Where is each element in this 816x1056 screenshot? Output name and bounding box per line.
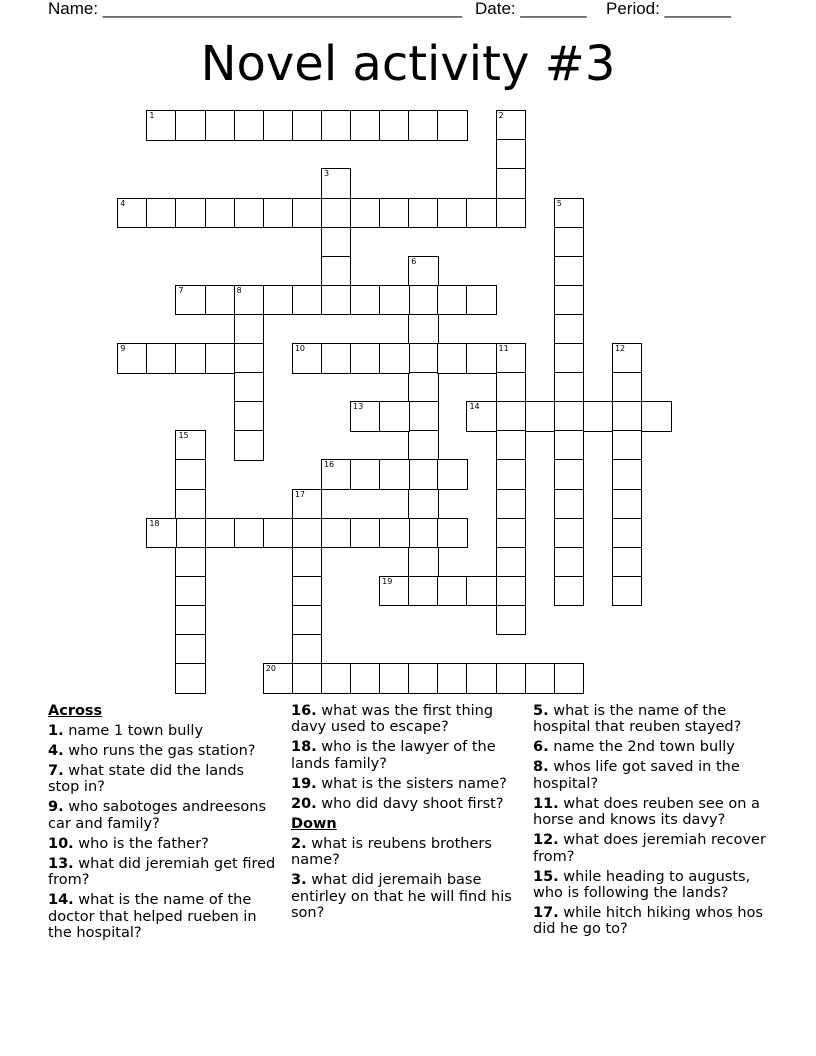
grid-cell[interactable] [321,168,352,199]
grid-cell[interactable] [466,343,497,374]
grid-cell[interactable] [146,343,177,374]
grid-cell[interactable] [583,401,614,432]
grid-cell[interactable] [554,198,585,229]
period-field[interactable]: Period: _______ [606,0,731,18]
clue-text: while hitch hiking whos hos did he go to? [533,905,763,938]
grid-cell[interactable] [205,198,236,229]
grid-cell[interactable] [175,518,206,549]
clue-text: what did jeremiah get fired from? [48,855,276,889]
clue-number: 2. [291,835,307,852]
grid-cell[interactable] [350,401,381,432]
grid-cell[interactable] [146,518,177,549]
clue-item [533,869,773,902]
clue-number-label: 18 [149,518,160,528]
grid-cell[interactable] [321,663,352,694]
clue-number: 10. [48,835,74,852]
clue-text: what does reuben see on a horse and knows its davy? [533,795,760,829]
across-heading: Across [48,703,103,719]
grid-cell[interactable] [350,663,381,694]
clue-text: who is the lawyer of the lands family? [291,739,496,772]
grid-cell[interactable] [146,110,177,141]
clue-text: what did jeremaih base entirley on that he will find his son? [291,872,512,922]
grid-cell[interactable] [205,285,236,316]
grid-cell[interactable] [408,256,439,287]
grid-cell[interactable] [205,343,236,374]
grid-cell[interactable] [234,372,265,403]
clue-number: 7. [48,763,64,779]
clue-item [48,763,278,796]
clue-item [533,739,773,755]
grid-cell[interactable] [496,547,527,578]
grid-cell[interactable] [554,576,585,607]
grid-cell[interactable] [408,518,439,549]
grid-cell[interactable] [437,343,468,374]
grid-cell[interactable] [408,576,439,607]
grid-cell[interactable] [408,489,439,520]
grid-cell[interactable] [496,489,527,520]
grid-cell[interactable] [525,663,556,694]
clue-text: who runs the gas station? [68,743,256,759]
grid-cell[interactable] [554,343,585,374]
grid-cell[interactable] [525,401,556,432]
grid-cell[interactable] [379,518,410,549]
grid-cell[interactable] [175,459,206,490]
grid-cell[interactable] [437,285,468,316]
clue-column-3 [533,703,773,941]
grid-cell[interactable] [321,110,352,141]
grid-cell[interactable] [234,198,265,229]
clue-number: 20. [291,795,317,812]
grid-cell[interactable] [175,430,206,461]
clue-text: who sabotoges andreesons car and family? [48,799,267,832]
clue-number-label: 16 [323,460,335,470]
grid-cell[interactable] [379,663,410,694]
clue-number-label: 8 [236,285,242,295]
grid-cell[interactable] [350,198,381,229]
grid-cell[interactable] [146,198,177,229]
clue-number: 3. [291,872,307,889]
grid-cell[interactable] [175,576,206,607]
grid-cell[interactable] [205,518,236,549]
grid-cell[interactable] [437,110,468,141]
clue-number: 16. [291,703,317,719]
clue-number: 13. [48,855,74,872]
grid-cell[interactable] [321,343,352,374]
grid-cell[interactable] [496,459,527,490]
grid-cell[interactable] [350,518,381,549]
clue-text: while heading to augusts, who is following the lands? [533,868,751,902]
clue-item [533,905,773,938]
grid-cell[interactable] [408,459,439,490]
grid-cell[interactable] [437,663,468,694]
grid-cell[interactable] [466,198,497,229]
clue-number-label: 2 [498,111,504,121]
grid-cell[interactable] [554,256,585,287]
grid-cell[interactable] [292,576,323,607]
clue-text: what was the first thing davy used to escape? [291,703,494,736]
grid-cell[interactable] [379,401,410,432]
grid-cell[interactable] [263,110,294,141]
grid-cell[interactable] [408,547,439,578]
clue-text: what is the name of the doctor that helped rueben in the hospital? [48,892,257,942]
clue-column-1 [48,703,278,945]
grid-cell[interactable] [554,372,585,403]
grid-cell[interactable] [408,401,439,432]
grid-cell[interactable] [175,663,206,694]
grid-cell[interactable] [263,518,294,549]
grid-cell[interactable] [466,285,497,316]
grid-cell[interactable] [117,198,148,229]
grid-cell[interactable] [175,198,206,229]
grid-cell[interactable] [408,343,439,374]
grid-cell[interactable] [466,663,497,694]
grid-cell[interactable] [496,110,527,141]
grid-cell[interactable] [175,489,206,520]
clue-number-label: 4 [120,198,126,208]
grid-cell[interactable] [175,285,206,316]
grid-cell[interactable] [175,110,206,141]
grid-cell[interactable] [234,430,265,461]
clue-text: who did davy shoot first? [321,795,504,812]
grid-cell[interactable] [263,198,294,229]
clue-number: 8. [533,759,549,776]
clue-number: 9. [48,799,64,816]
clue-number-label: 6 [411,256,417,266]
clue-number-label: 14 [469,402,480,412]
grid-cell[interactable] [292,605,323,636]
grid-cell[interactable] [466,401,497,432]
clue-text: name 1 town bully [68,723,204,739]
clue-text: whos life got saved in the hospital? [533,759,740,792]
clue-number-label: 17 [294,489,306,499]
clue-item [533,796,773,829]
grid-cell[interactable] [234,314,265,345]
grid-cell[interactable] [554,314,585,345]
grid-cell[interactable] [496,343,527,374]
grid-cell[interactable] [466,576,497,607]
grid-cell[interactable] [292,110,323,141]
grid-cell[interactable] [612,489,643,520]
grid-cell[interactable] [292,518,323,549]
grid-cell[interactable] [292,343,323,374]
grid-cell[interactable] [175,605,206,636]
clue-number: 15. [533,868,559,885]
grid-cell[interactable] [234,518,265,549]
grid-cell[interactable] [496,663,527,694]
grid-cell[interactable] [612,576,643,607]
grid-cell[interactable] [496,168,527,199]
grid-cell[interactable] [612,430,643,461]
grid-cell[interactable] [554,227,585,258]
grid-cell[interactable] [612,459,643,490]
grid-cell[interactable] [234,343,265,374]
grid-cell[interactable] [175,634,206,665]
clue-number: 6. [533,739,549,756]
grid-cell[interactable] [292,634,323,665]
grid-cell[interactable] [496,139,527,170]
clue-number: 1. [48,723,64,739]
grid-cell[interactable] [292,663,323,694]
grid-cell[interactable] [496,605,527,636]
grid-cell[interactable] [496,372,527,403]
clue-text: what is reubens brothers name? [291,835,492,869]
grid-cell[interactable] [612,547,643,578]
clue-item [48,856,278,889]
grid-cell[interactable] [554,285,585,316]
clue-number: 4. [48,743,64,759]
grid-cell[interactable] [321,459,352,490]
clue-number: 11. [533,795,559,812]
clue-number-label: 11 [498,344,509,354]
grid-cell[interactable] [437,459,468,490]
grid-cell[interactable] [554,459,585,490]
clue-number-label: 12 [614,344,626,354]
clue-text: what is the sisters name? [321,775,507,792]
clue-number-label: 10 [294,344,306,354]
grid-cell[interactable] [408,198,439,229]
grid-cell[interactable] [234,285,265,316]
clue-number-label: 5 [556,198,562,208]
grid-cell[interactable] [175,547,206,578]
grid-cell[interactable] [612,372,643,403]
grid-cell[interactable] [292,489,323,520]
grid-cell[interactable] [554,518,585,549]
clue-column-2 [291,703,525,925]
grid-cell[interactable] [612,343,643,374]
name-field[interactable]: Name: ______________________________________ [48,0,463,18]
grid-cell[interactable] [612,401,643,432]
grid-cell[interactable] [350,285,381,316]
clue-item [533,759,773,792]
clue-number-label: 3 [323,169,330,179]
clue-item [533,832,773,865]
clue-text: what does jeremiah recover from? [533,832,766,865]
grid-cell[interactable] [554,489,585,520]
clue-item [48,836,278,852]
grid-cell[interactable] [408,430,439,461]
clue-item [48,743,278,759]
page-title: Novel activity #3 [200,36,616,92]
grid-cell[interactable] [350,110,381,141]
grid-cell[interactable] [612,518,643,549]
grid-cell[interactable] [496,401,527,432]
grid-cell[interactable] [408,314,439,345]
grid-cell[interactable] [641,401,672,432]
clue-number-label: 19 [382,576,393,586]
grid-cell[interactable] [321,518,352,549]
clue-item [291,836,525,869]
grid-cell[interactable] [379,110,410,141]
grid-cell[interactable] [496,198,527,229]
grid-cell[interactable] [408,663,439,694]
grid-cell[interactable] [321,227,352,258]
clue-number-label: 7 [178,285,184,295]
clue-number: 19. [291,775,317,792]
grid-cell[interactable] [408,110,439,141]
grid-cell[interactable] [292,198,323,229]
grid-cell[interactable] [496,518,527,549]
clue-item [291,796,525,812]
clue-item [48,799,278,832]
clue-number: 14. [48,892,74,909]
clue-number: 17. [533,905,559,922]
grid-cell[interactable] [379,459,410,490]
clue-number: 18. [291,739,317,756]
clue-item [48,892,278,941]
grid-cell[interactable] [350,459,381,490]
clue-item [533,703,773,736]
clue-item [48,723,278,739]
clue-item [291,872,525,921]
grid-cell[interactable] [379,343,410,374]
grid-cell[interactable] [321,256,352,287]
grid-cell[interactable] [554,401,585,432]
down-heading: Down [291,815,337,832]
grid-cell[interactable] [379,198,410,229]
clue-number-label: 13 [353,402,364,412]
grid-cell[interactable] [496,430,527,461]
grid-cell[interactable] [437,576,468,607]
clue-text: who is the father? [78,835,209,852]
grid-cell[interactable] [408,285,439,316]
clue-number: 12. [533,832,559,849]
grid-cell[interactable] [379,576,410,607]
grid-cell[interactable] [175,343,206,374]
grid-cell[interactable] [292,547,323,578]
clue-number-label: 20 [265,664,276,674]
grid-cell[interactable] [205,110,236,141]
clue-number: 5. [533,703,549,719]
clue-number-label: 1 [149,111,155,121]
grid-cell[interactable] [496,576,527,607]
clue-text: name the 2nd town bully [553,739,735,756]
grid-cell[interactable] [554,547,585,578]
grid-cell[interactable] [408,372,439,403]
clue-text: what is the name of the hospital that reuben stayed? [533,703,742,736]
grid-cell[interactable] [117,343,148,374]
grid-cell[interactable] [554,663,585,694]
grid-cell[interactable] [437,518,468,549]
grid-cell[interactable] [437,198,468,229]
grid-cell[interactable] [234,110,265,141]
grid-cell[interactable] [321,198,352,229]
grid-cell[interactable] [234,401,265,432]
grid-cell[interactable] [350,343,381,374]
grid-cell[interactable] [263,285,294,316]
grid-cell[interactable] [292,285,323,316]
grid-cell[interactable] [554,430,585,461]
grid-cell[interactable] [379,285,410,316]
clue-number-label: 15 [178,431,189,441]
clue-text: what state did the lands stop in? [48,763,245,796]
clue-item [291,776,525,792]
grid-cell[interactable] [321,285,352,316]
grid-cell[interactable] [263,663,294,694]
clue-item [291,739,525,772]
clue-item [291,703,525,736]
date-field[interactable]: Date: _______ [475,0,587,18]
clue-number-label: 9 [120,344,126,354]
